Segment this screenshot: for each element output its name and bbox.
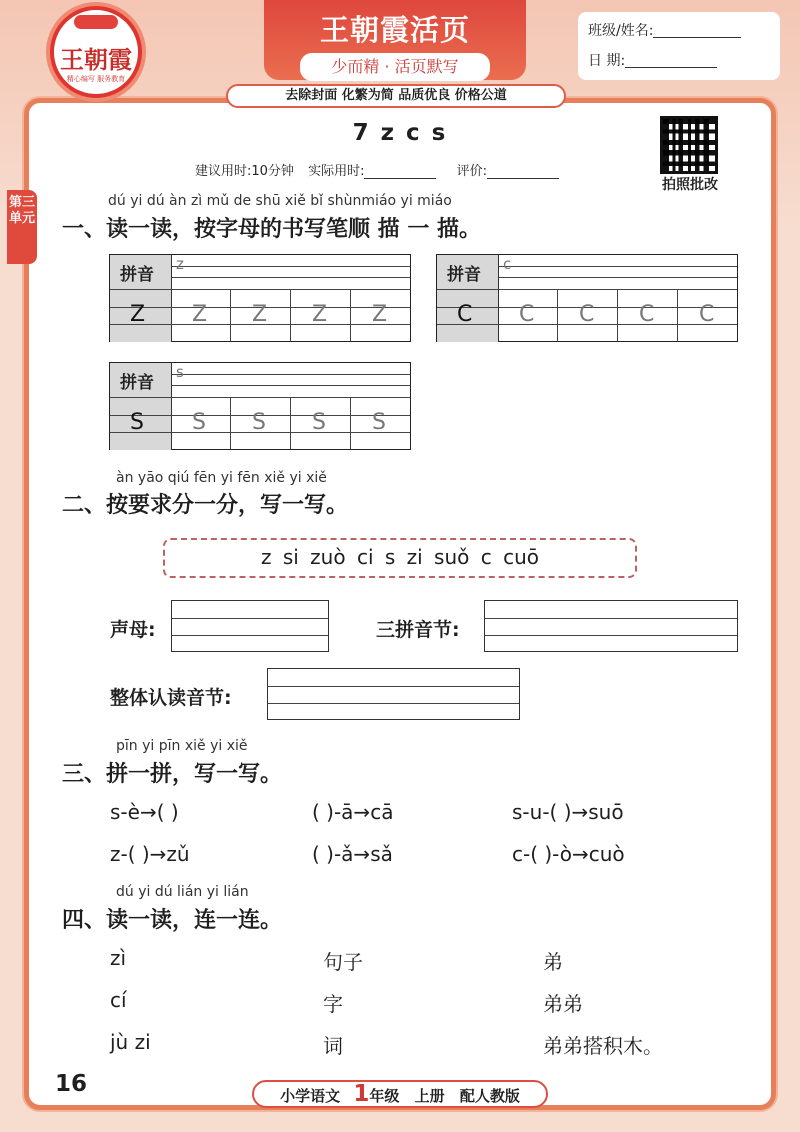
name-line[interactable] bbox=[653, 24, 741, 38]
letter-box-s bbox=[109, 362, 411, 450]
section4-title: 四、读一读，连一连。 bbox=[62, 908, 283, 933]
main-letter: S bbox=[130, 410, 144, 435]
syllable-bank: z si zuò ci s zi suǒ c cuō bbox=[163, 538, 637, 578]
trace-letter: S bbox=[192, 410, 206, 435]
match-phrase[interactable]: 弟 bbox=[543, 950, 563, 974]
trace-letter: S bbox=[252, 410, 266, 435]
date-line[interactable] bbox=[625, 54, 717, 68]
section4-pinyin: dú yi dú lián yi lián bbox=[116, 884, 249, 900]
whole-syllables-answer-box[interactable] bbox=[267, 668, 520, 720]
logo-subtext: 精心编写 服务教育 bbox=[66, 75, 126, 83]
actual-time-label: 实际用时: bbox=[308, 164, 365, 179]
trace-letter: C bbox=[579, 302, 595, 327]
section1-pinyin: dú yi dú àn zì mǔ de shū xiě bǐ shùnmiáo yi miáo bbox=[108, 193, 452, 209]
whole-syllables-label: 整体认读音节: bbox=[110, 687, 232, 709]
initials-answer-box[interactable] bbox=[171, 600, 329, 652]
pinyin-label: 拼音 bbox=[447, 265, 481, 285]
trace-letter: C bbox=[699, 302, 715, 327]
match-pinyin[interactable]: jù zi bbox=[110, 1030, 151, 1054]
logo-emblem bbox=[74, 15, 118, 29]
logo-text: 王朝霞 bbox=[60, 45, 132, 74]
section2-title: 二、按要求分一分，写一写。 bbox=[62, 493, 349, 518]
three-syllables-answer-box[interactable] bbox=[484, 600, 738, 652]
main-letter: Z bbox=[130, 302, 146, 327]
qr-label: 拍照批改 bbox=[662, 177, 718, 193]
spell-exercise[interactable]: s-è→( ) bbox=[110, 800, 179, 824]
spell-exercise[interactable]: z-( )→zǔ bbox=[110, 842, 190, 866]
guide-letter: c bbox=[503, 255, 512, 273]
section2-pinyin: àn yāo qiú fēn yi fēn xiě yi xiě bbox=[116, 470, 327, 486]
slogan: 去除封面 化繁为简 品质优良 价格公道 bbox=[226, 84, 566, 108]
unit-tab: 第三单元 bbox=[7, 190, 37, 264]
brand-banner bbox=[264, 0, 526, 80]
brand-subtitle: 少而精 · 活页默写 bbox=[300, 53, 490, 81]
trace-letter: S bbox=[312, 410, 326, 435]
section1-title: 一、读一读，按字母的书写笔顺 描 一 描。 bbox=[62, 217, 481, 242]
trace-letter: S bbox=[372, 410, 386, 435]
footer-edition: 配人教版 bbox=[459, 1087, 520, 1105]
footer-subject: 小学语文 bbox=[280, 1087, 341, 1105]
match-phrase[interactable]: 弟弟搭积木。 bbox=[543, 1034, 663, 1058]
spell-exercise[interactable]: s-u-( )→suō bbox=[512, 800, 624, 824]
footer-book-info bbox=[252, 1080, 548, 1108]
match-phrase[interactable]: 弟弟 bbox=[543, 992, 583, 1016]
match-word[interactable]: 句子 bbox=[323, 950, 363, 974]
trace-letter: C bbox=[639, 302, 655, 327]
trace-letter: C bbox=[519, 302, 535, 327]
lesson-meta bbox=[195, 160, 615, 179]
letter-box-c bbox=[436, 254, 738, 342]
footer-term: 上册 bbox=[414, 1087, 445, 1105]
evaluation-label: 评价: bbox=[456, 164, 487, 179]
spell-exercise[interactable]: ( )-ā→cā bbox=[312, 800, 394, 824]
trace-letter: Z bbox=[192, 302, 208, 327]
brand-logo bbox=[50, 6, 142, 98]
match-pinyin[interactable]: zì bbox=[110, 946, 127, 970]
trace-letter: Z bbox=[312, 302, 328, 327]
page-number: 16 bbox=[55, 1071, 88, 1097]
match-word[interactable]: 词 bbox=[323, 1034, 343, 1058]
spell-exercise[interactable]: ( )-ǎ→sǎ bbox=[312, 842, 393, 866]
date-label: 日 期: bbox=[588, 53, 626, 69]
letter-box-z bbox=[109, 254, 411, 342]
suggested-time: 建议用时:10分钟 bbox=[195, 164, 294, 179]
name-label: 班级/姓名: bbox=[588, 23, 654, 39]
qr-code-icon[interactable] bbox=[660, 116, 718, 174]
trace-letter: Z bbox=[372, 302, 388, 327]
section3-pinyin: pīn yi pīn xiě yi xiě bbox=[116, 738, 248, 754]
guide-letter: z bbox=[176, 255, 184, 273]
student-info-card bbox=[578, 12, 780, 80]
pinyin-label: 拼音 bbox=[120, 373, 154, 393]
actual-time-line[interactable] bbox=[364, 165, 436, 179]
footer-grade: 年级 bbox=[369, 1087, 400, 1105]
pinyin-label: 拼音 bbox=[120, 265, 154, 285]
match-pinyin[interactable]: cí bbox=[110, 988, 127, 1012]
lesson-title: 7 z c s bbox=[352, 120, 448, 146]
section3-title: 三、拼一拼，写一写。 bbox=[62, 762, 283, 787]
footer-grade-number: 1 bbox=[353, 1081, 370, 1107]
evaluation-line[interactable] bbox=[487, 165, 559, 179]
trace-letter: Z bbox=[252, 302, 268, 327]
match-word[interactable]: 字 bbox=[323, 992, 343, 1016]
three-syllables-label: 三拼音节: bbox=[376, 619, 460, 641]
initials-label: 声母: bbox=[110, 619, 156, 641]
main-letter: C bbox=[457, 302, 473, 327]
brand-title: 王朝霞活页 bbox=[319, 13, 470, 47]
guide-letter: s bbox=[176, 363, 184, 381]
spell-exercise[interactable]: c-( )-ò→cuò bbox=[512, 842, 625, 866]
